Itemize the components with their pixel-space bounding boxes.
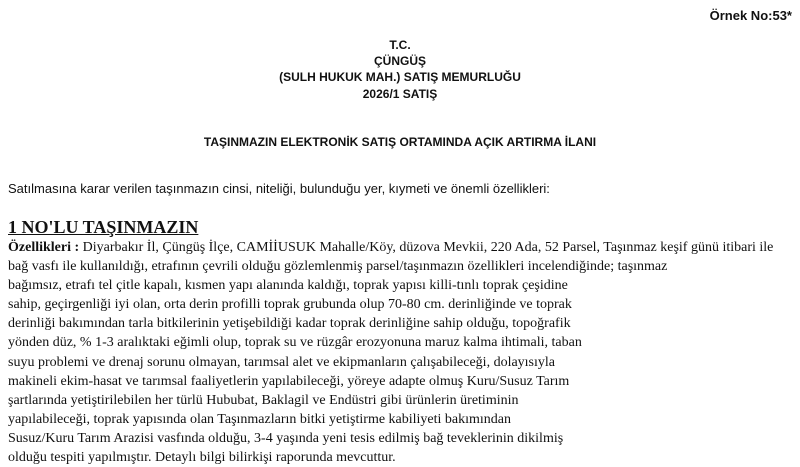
header-city: ÇÜNGÜŞ bbox=[373, 54, 426, 68]
description-line: suyu problemi ve drenaj sorunu olmayan, tarımsal alet ve ekipmanların çalışabileceği, dolayısıyla bbox=[8, 354, 555, 370]
header-office: (SULH HUKUK MAH.) SATIŞ MEMURLUĞU bbox=[279, 70, 521, 84]
features-label: Özellikleri : bbox=[8, 240, 80, 255]
description-line bbox=[8, 238, 798, 257]
description-line: yönden düz, % 1-3 aralıktaki eğimli olup, toprak su ve rüzgâr erozyonuna maruz kalma ihtimali, taban bbox=[8, 335, 582, 351]
description-line: sahip, geçirgenliği iyi olan, orta derin profilli toprak grubunda olup 70-80 cm. derinliğinde ve toprak bbox=[8, 297, 572, 313]
description-line: bağımsız, etrafı tel çitle kapalı, kısmen yapı alanında kaldığı, toprak yapısı killi-tınlı toprak çeşidine bbox=[8, 278, 568, 294]
header-file-number: 2026/1 SATIŞ bbox=[362, 87, 438, 101]
header-tc: T.C. bbox=[389, 38, 411, 52]
property-description bbox=[8, 238, 798, 467]
intro-text: Satılmasına karar verilen taşınmazın cinsi, niteliği, bulunduğu yer, kıymeti ve önemli özellikleri: bbox=[8, 181, 550, 196]
announcement-title: TAŞINMAZIN ELEKTRONİK SATIŞ ORTAMINDA AÇIK ARTIRMA İLANI bbox=[203, 135, 597, 149]
description-line: makineli ekim-hasat ve tarımsal faaliyetlerin yapılabileceği, yöreye adapte olmuş Kuru/Susuz Tarım bbox=[8, 373, 570, 389]
description-line: Susuz/Kuru Tarım Arazisi vasfında olduğu, 3-4 yaşında yeni tesis edilmiş bağ teveklerinin dikilmiş bbox=[8, 430, 564, 446]
description-line: olduğu tespiti yapılmıştır. Detaylı bilgi bilirkişi raporunda mevcuttur. bbox=[8, 450, 396, 466]
description-line: derinliği bakımından tarla bitkilerinin yetişebildiği kadar toprak derinliğine sahip olduğu, topoğrafik bbox=[8, 316, 571, 332]
example-number: Örnek No:53* bbox=[709, 8, 792, 23]
property-section-title: 1 NO'LU TAŞINMAZIN bbox=[8, 217, 199, 237]
description-line-text: Diyarbakır İl, Çüngüş İlçe, CAMİİUSUK Mahalle/Köy, düzova Mevkii, 220 Ada, 52 Parsel, Taşınmaz keşif günü itibari ile bbox=[79, 240, 774, 255]
description-line: bağ vasfı ile kullanıldığı, etrafının çevrili olduğu gözlemlenmiş parsel/taşınmazın özellikleri incelendiğinde; taşınmaz bbox=[8, 259, 668, 275]
description-line: şartlarında yetiştirilebilen her türlü Hububat, Baklagil ve Endüstri gibi ürünlerin üretiminin bbox=[8, 392, 519, 408]
description-line: yapılabileceği, toprak yapısında olan Taşınmazların bitki yetiştirme kabiliyeti bakımından bbox=[8, 411, 512, 427]
